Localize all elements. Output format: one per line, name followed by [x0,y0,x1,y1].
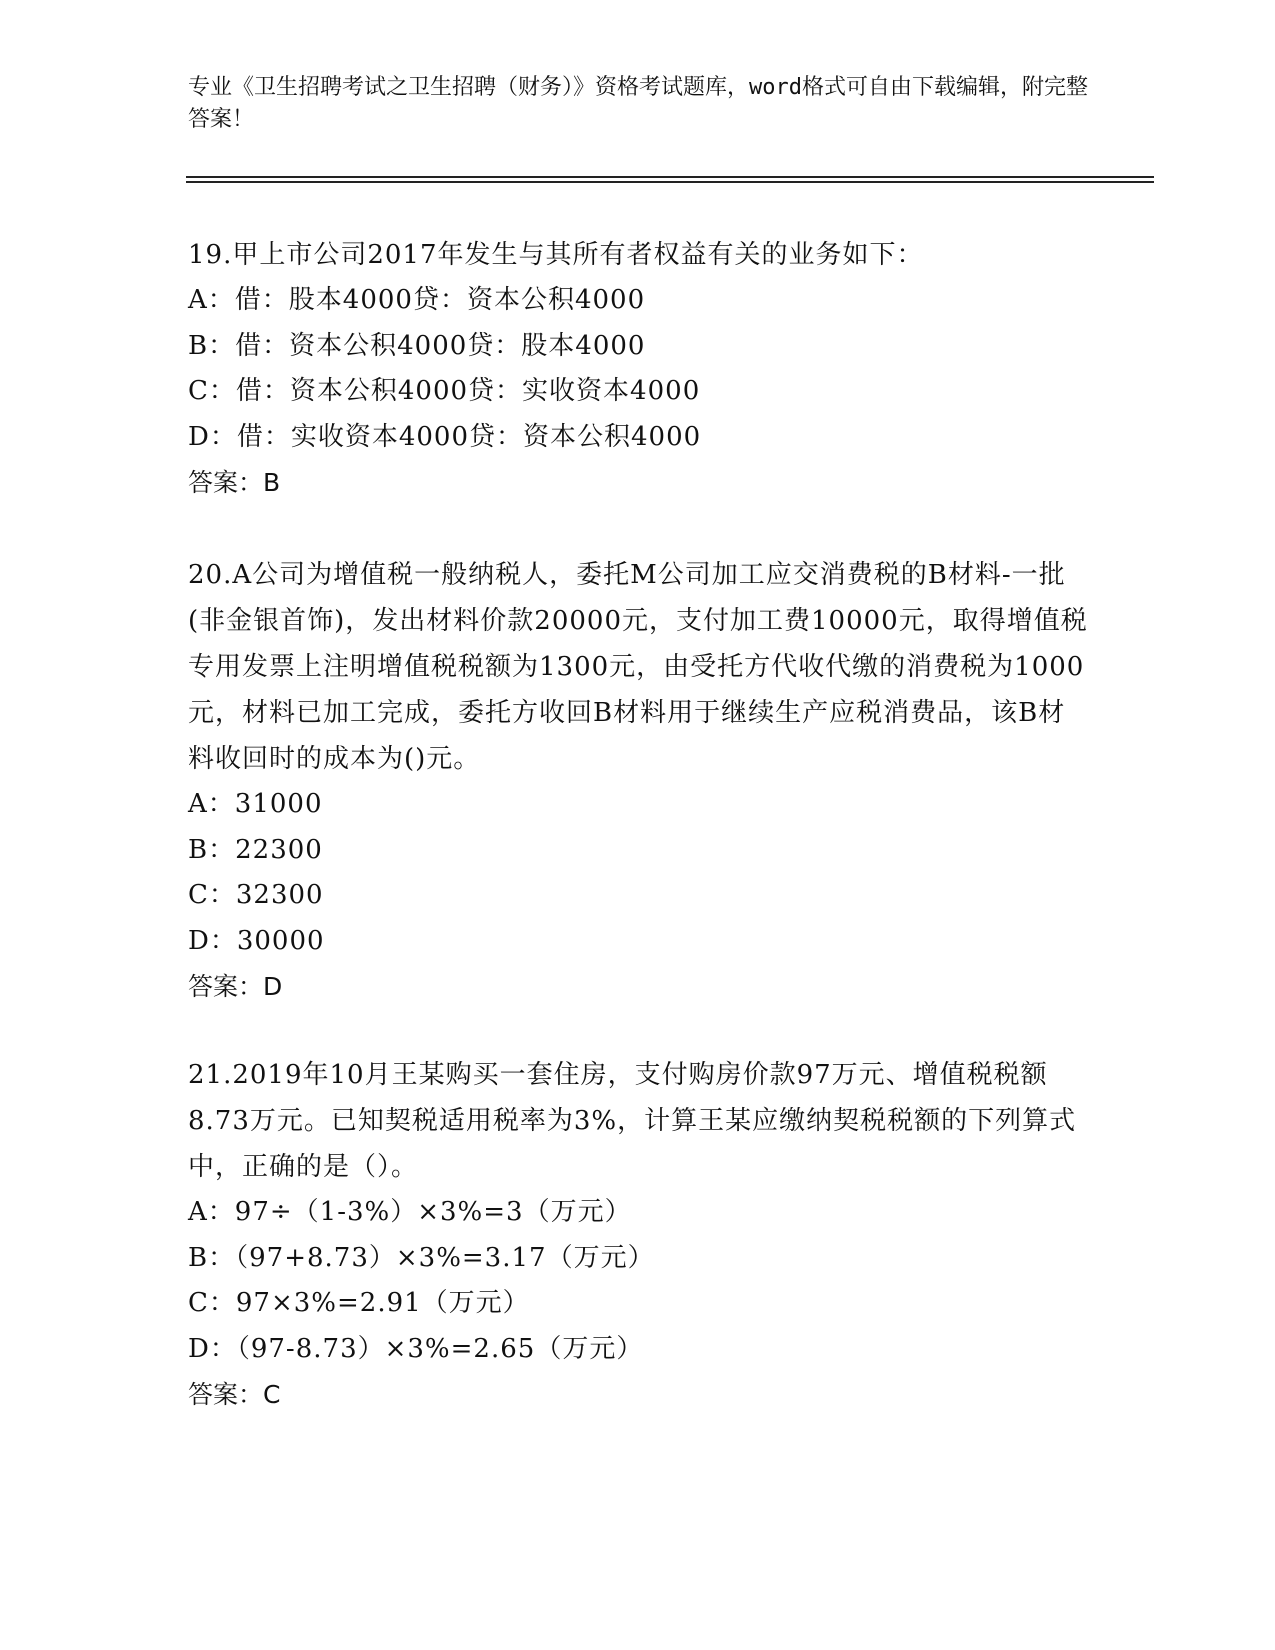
option-a: A：31000 [188,789,323,819]
option-c: C：32300 [188,880,324,910]
option-b: B：（97+8.73）×3%=3.17（万元） [188,1242,655,1273]
answer: 答案：D [188,972,283,1001]
question-21 [188,1052,1088,1418]
question-19 [188,232,1088,506]
question-stem: 20.A公司为增值税一般纳税人，委托M公司加工应交消费税的B材料-一批(非金银首饰)，发出材料价款20000元，支付加工费10000元，取得增值税专用发票上注明增值税税额为1300元，由受托方代收代缴的消费税为1000元，材料已加工完成，委托方收回B材料用于继续生产应税消费品，该B材料收回时的成本为()元。 [188,560,1088,774]
option-d: D：（97-8.73）×3%=2.65（万元） [188,1333,644,1364]
option-c: C：借：资本公积4000贷：实收资本4000 [188,376,701,406]
option-a: A：借：股本4000贷：资本公积4000 [188,285,646,315]
option-b: B：借：资本公积4000贷：股本4000 [188,330,646,361]
option-d: D：借：实收资本4000贷：资本公积4000 [188,421,702,452]
header-divider-bottom [186,181,1154,183]
header-divider-top [186,176,1154,178]
document-header: 专业《卫生招聘考试之卫生招聘（财务）》资格考试题库，word格式可自由下载编辑，附完整答案！ [188,75,1088,132]
question-stem: 21.2019年10月王某购买一套住房，支付购房价款97万元、增值税税额8.73万元。已知契税适用税率为3%，计算王某应缴纳契税税额的下列算式中，正确的是（）。 [188,1060,1077,1182]
option-a: A：97÷（1-3%）×3%=3（万元） [188,1197,632,1227]
question-stem: 19.甲上市公司2017年发生与其所有者权益有关的业务如下： [188,240,924,270]
option-d: D：30000 [188,925,325,956]
option-c: C：97×3%=2.91（万元） [188,1288,530,1318]
answer: 答案：C [188,1380,281,1409]
question-20 [188,552,1088,1010]
answer: 答案：B [188,468,281,497]
option-b: B：22300 [188,834,323,865]
